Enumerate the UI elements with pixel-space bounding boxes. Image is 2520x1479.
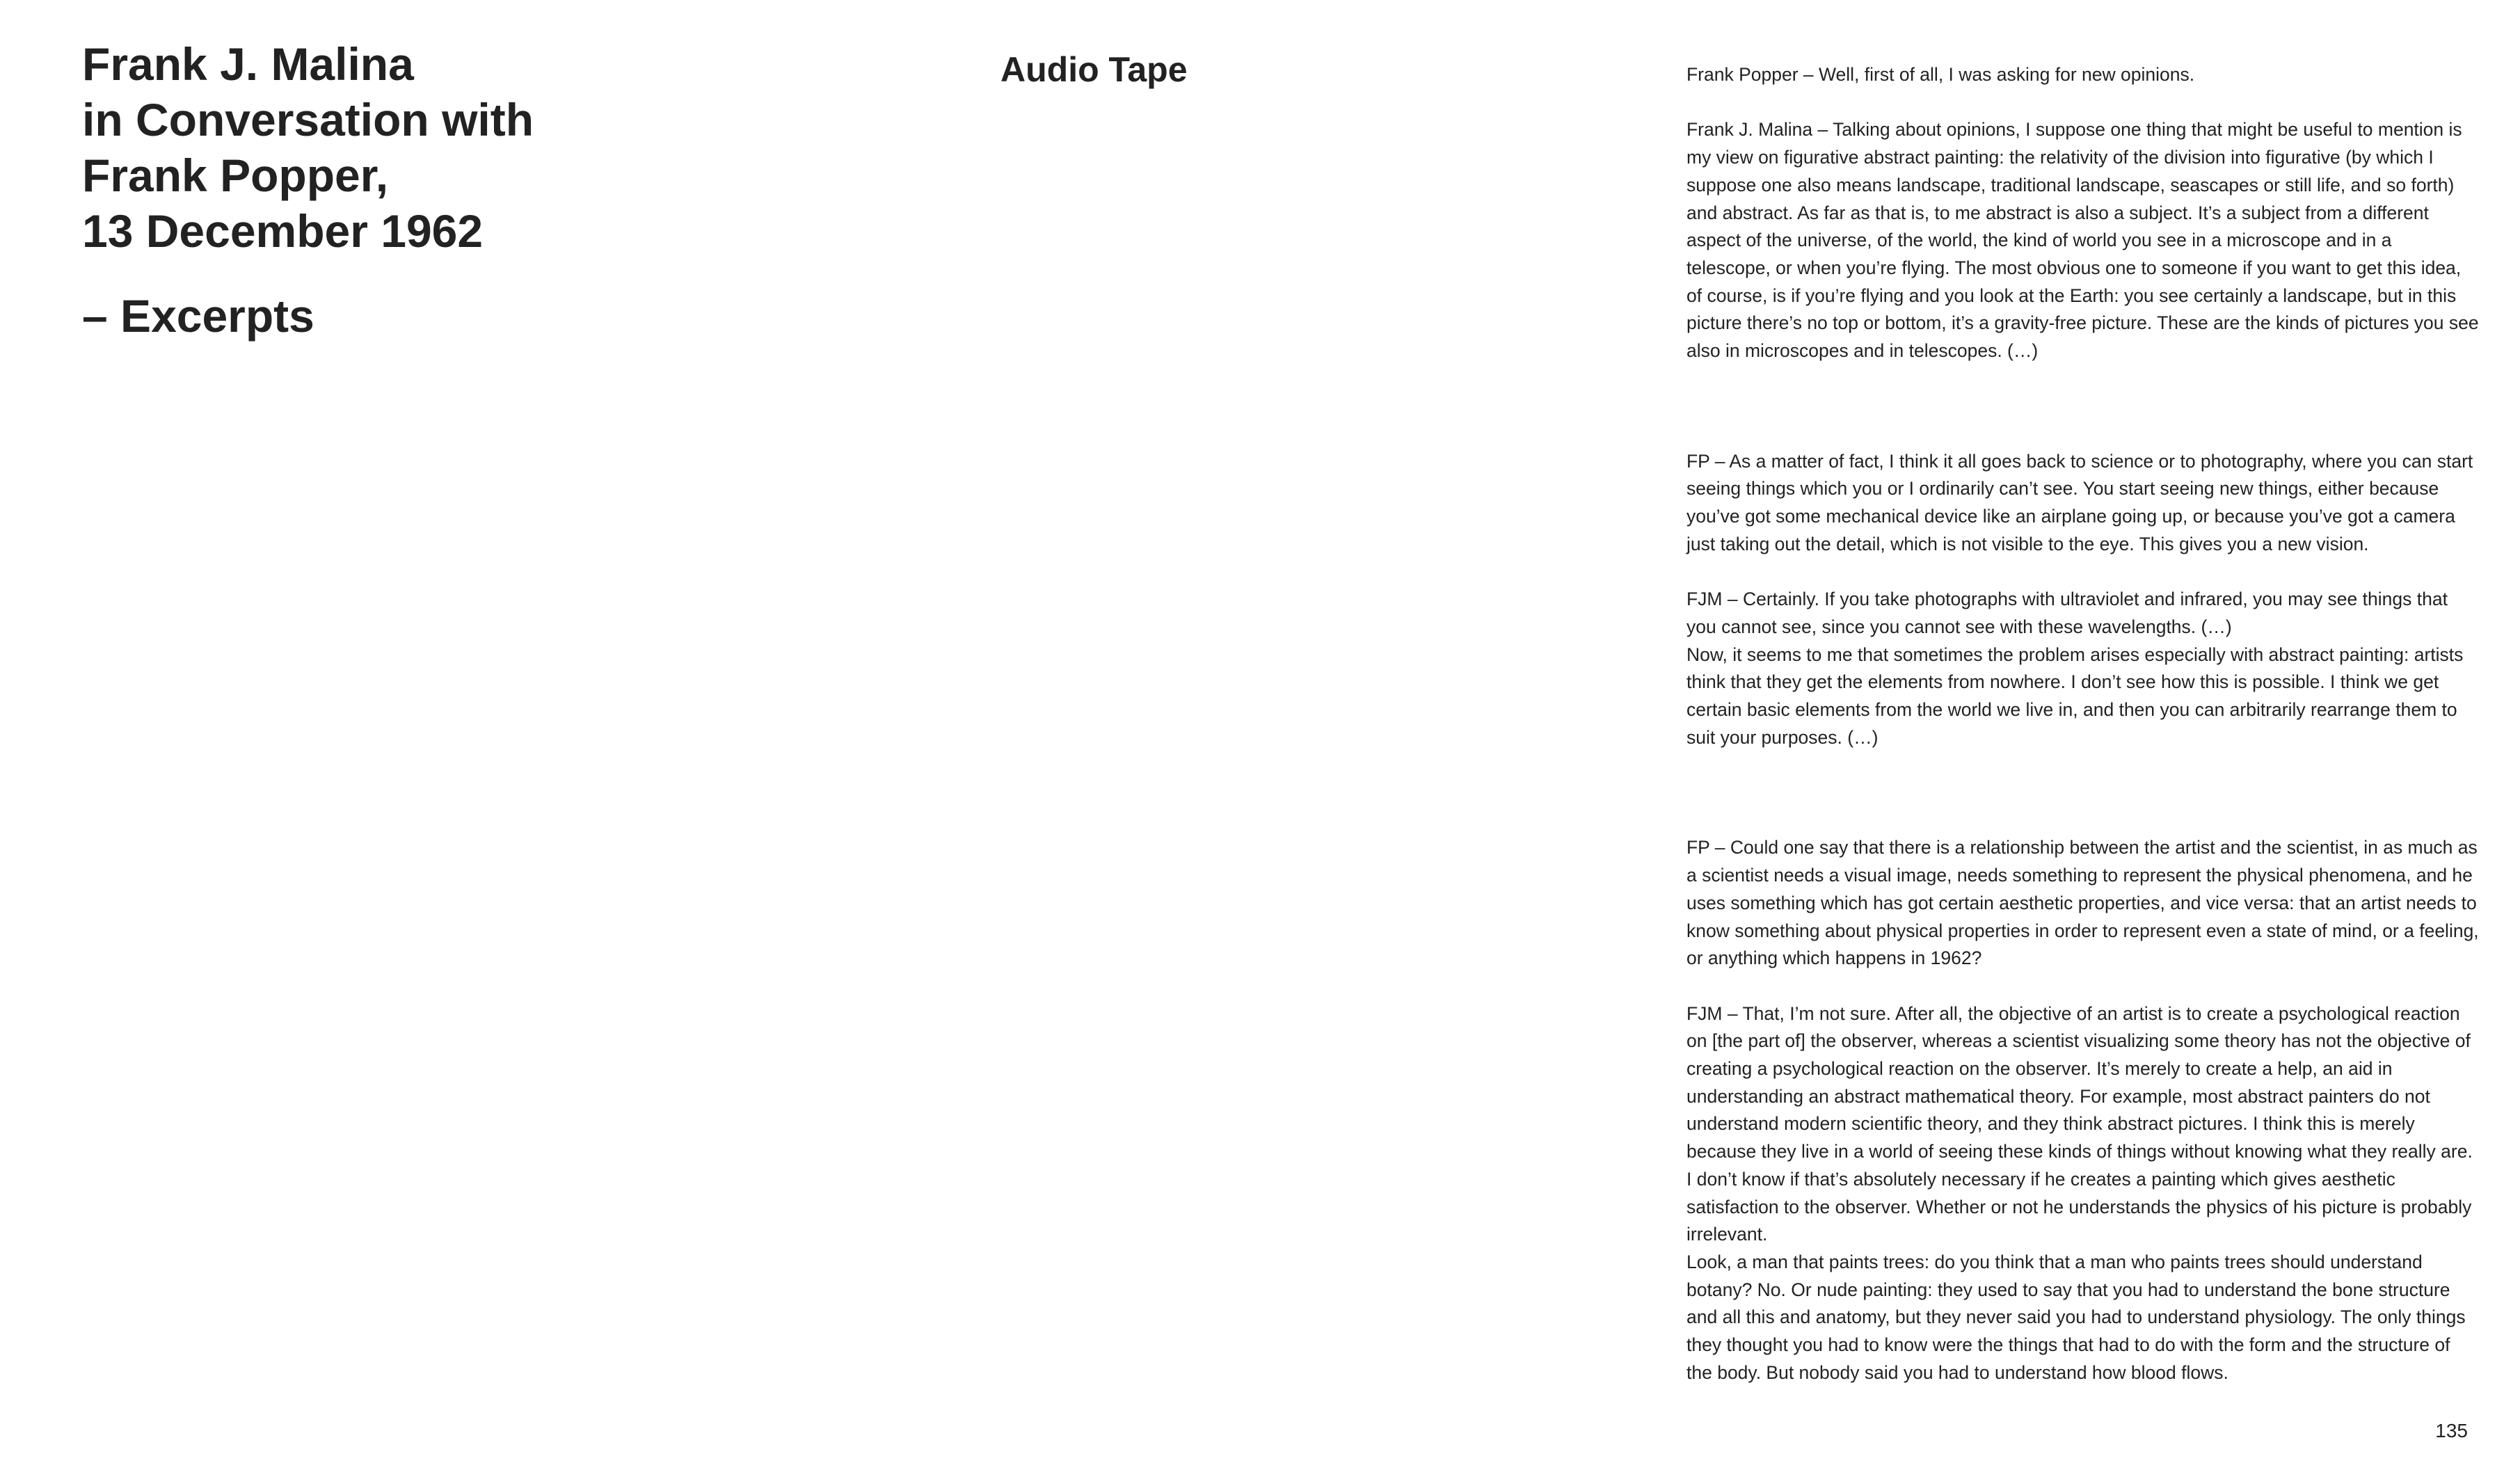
paragraph-spacer [1686, 973, 2480, 1000]
title-line-1: Frank J. Malina [82, 38, 414, 90]
page-number: 135 [2435, 1420, 2468, 1441]
page-title-block [82, 36, 778, 344]
transcript-column [1686, 61, 2480, 1386]
paragraph-spacer [1686, 89, 2480, 117]
title-line-3: Frank Popper, [82, 150, 389, 201]
section-spacer [1686, 751, 2480, 834]
paragraph-spacer [1686, 559, 2480, 586]
subtitle: – Excerpts [82, 290, 314, 342]
transcript-paragraph: FJM – That, I’m not sure. After all, the objective of an artist is to create a psychological reaction on [the part of] the observer, whereas a scientist visualizing some theory has not the objective of creating a psychological reaction on the observer. It’s merely to create a help, an aid in understanding an abstract mathematical theory. For example, most abstract painters do not understand modern scientific theory, and they think abstract pictures. I think this is merely because they live in a world of seeing these kinds of things without knowing what they really are. I don’t know if that’s absolutely necessary if he creates a painting which gives aesthetic satisfaction to the observer. Whether or not he understands the physics of his picture is probably irrelevant. [1686, 1002, 2473, 1245]
transcript-paragraph: Frank J. Malina – Talking about opinions, I suppose one thing that might be useful to mention is my view on figurative abstract painting: the relativity of the division into figurative (by which I suppose one also means landscape, traditional landscape, seascapes or still life, and so forth) and abstract. As far as that is, to me abstract is also a subject. It’s a subject from a different aspect of the universe, of the world, the kind of world you see in a microscope and in a telescope, or when you’re flying. The most obvious one to someone if you want to get this idea, of course, is if you’re flying and you look at the Earth: you see certainly a landscape, but in this picture there’s no top or bottom, it’s a gravity-free picture. These are the kinds of pictures you see also in microscopes and in telescopes. (…) [1686, 119, 2479, 362]
transcript-paragraph: Frank Popper – Well, first of all, I was asking for new opinions. [1686, 64, 2195, 85]
transcript-paragraph: Look, a man that paints trees: do you think that a man who paints trees should understand botany? No. Or nude painting: they used to say that you had to understand the bone structure and all this and anatomy, but they never said you had to understand physiology. The only things they thought you had to know were the things that had to do with the form and the structure of the body. But nobody said you had to understand how blood flows. [1686, 1251, 2466, 1383]
transcript-paragraph: FP – Could one say that there is a relationship between the artist and the scientist, in as much as a scientist needs a visual image, needs something to represent the physical phenomena, and he uses something which has got certain aesthetic properties, and vice versa: that an artist needs to know something about physical properties in order to represent even a state of mind, or a feeling, or anything which happens in 1962? [1686, 837, 2479, 969]
section-title: Audio Tape [1000, 50, 1188, 89]
title-line-4: 13 December 1962 [82, 205, 484, 257]
section-spacer [1686, 365, 2480, 448]
transcript-paragraph: Now, it seems to me that sometimes the problem arises especially with abstract painting: artists think that they get the elements from nowhere. I don’t see how this is possible. I think we get certain basic elements from the world we live in, and then you can arbitrarily rearrange them to suit your purposes. (…) [1686, 643, 2464, 748]
transcript-paragraph: FP – As a matter of fact, I think it all goes back to science or to photography, where you can start seeing things which you or I ordinarily can’t see. You start seeing new things, either because you’ve got some mechanical device like an airplane going up, or because you’ve got a camera just taking out the detail, which is not visible to the eye. This gives you a new vision. [1686, 450, 2473, 554]
transcript-paragraph: FJM – Certainly. If you take photographs with ultraviolet and infrared, you may see things that you cannot see, since you cannot see with these wavelengths. (…) [1686, 589, 2448, 637]
title-line-2: in Conversation with [82, 94, 534, 145]
